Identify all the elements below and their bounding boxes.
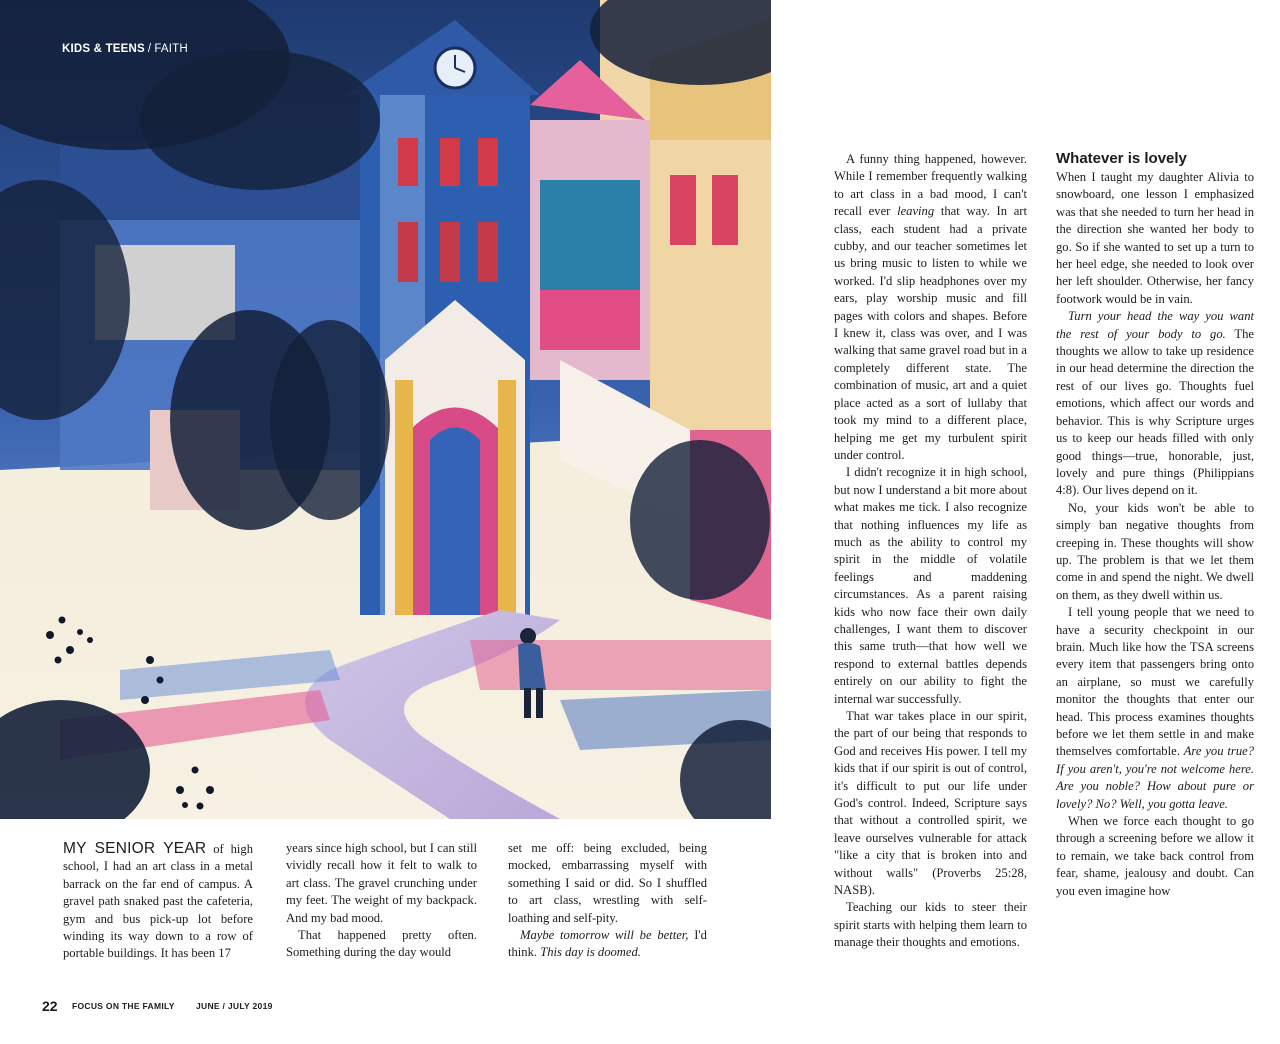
paragraph — [508, 927, 707, 962]
paragraph: set me off: being excluded, being mocked, embarrassing myself with something I said or did. So I shuffled to art class, wrestling with self-loathing and self-pity. — [508, 841, 707, 925]
section-label: KIDS & TEENS — [62, 43, 145, 55]
cover-illustration — [0, 0, 771, 819]
paragraph — [1056, 308, 1254, 499]
italic-quote: Turn your head the way you want the rest of your body to go. — [1056, 309, 1254, 341]
column-4 — [834, 151, 1027, 952]
paragraph-text: I'd think. — [508, 928, 707, 960]
paragraph: I didn't recognize it in high school, but now I understand a bit more about what makes me tick. I also recognize that nothing influences my life as much as the ability to control my spirit in the middle of volatile feelings and maddening circumstances. As a parent raising kids who now face their own daily challenges, I want them to discover this same truth—that how well we respond to external battles depends entirely on our ability to fight the internal war successfully. — [834, 465, 1027, 706]
column-5 — [1056, 151, 1254, 900]
paragraph-text: that way. In art class, each student had a private cubby, and our teacher sometimes let us bring music to listen to while we worked. I'd slip headphones over my ears, play worship music and fill pages with colors and shapes. Before I knew it, class was over, and I was walking that same gravel road but in a completely different state. The combination of music, art and a quiet place acted as a sort of lullaby that took my mind to a different place, helping me get my turbulent spirit under control. — [834, 204, 1027, 462]
paragraph: years since high school, but I can still vividly recall how it felt to walk to art class. The gravel crunching under my feet. The weight of my backpack. And my bad mood. — [286, 841, 477, 925]
italic-thought: This day is doomed. — [540, 945, 641, 960]
lead-in: MY SENIOR YEAR — [63, 840, 207, 857]
opening-text: of high school, I had an art class in a metal barrack on the far end of campus. A gravel path snaked past the cafeteria, gym and bus pick-up lot before winding its way down to a row of portable buildings. It has been 17 — [63, 842, 253, 961]
paragraph: Teaching our kids to steer their spirit starts with helping them learn to manage their thoughts and emotions. — [834, 900, 1027, 950]
subsection-label: FAITH — [154, 43, 188, 55]
paragraph: When we force each thought to go through a screening before we allow it to remain, we take back control from fear, shame, jealousy and doubt. Can you even imagine how — [1056, 814, 1254, 898]
column-2 — [286, 840, 477, 962]
paragraph-text: I tell young people that we need to have a security checkpoint in our brain. Much like how the TSA screens every item that passengers bring onto an airplane, so must we carefully monitor the thoughts that enter our head. This process examines thoughts before we let them settle in and make themselves comfortable. — [1056, 605, 1254, 759]
column-1 — [63, 840, 253, 963]
paragraph: When I taught my daughter Alivia to snowboard, one lesson I emphasized was that she needed to turn her head in the direction she wanted her body to go. So if she wanted to set up a turn to her heel edge, she needed to look over her left shoulder. Otherwise, her fancy footwork would be in vain. — [1056, 170, 1254, 306]
opening-paragraph — [63, 840, 253, 963]
italic-dialogue: Are you true? If you aren't, you're not welcome here. Are you noble? How about pure or lovely? No? Well, you gotta leave. — [1056, 744, 1254, 811]
illustration-svg — [0, 0, 771, 819]
italic-thought: Maybe tomorrow will be better, — [520, 928, 689, 943]
column-3 — [508, 840, 707, 962]
publication-name: FOCUS ON THE FAMILY — [72, 1001, 175, 1011]
subheading: Whatever is lovely — [1056, 150, 1187, 167]
paragraph-text: A funny thing happened, however. While I remember frequently walking to art class in a bad mood, I can't recall ever — [834, 152, 1027, 219]
paragraph — [1056, 604, 1254, 813]
page-number: 22 — [42, 998, 58, 1014]
issue-date: JUNE / JULY 2019 — [196, 1001, 273, 1011]
shadow-pink-2 — [470, 640, 771, 690]
section-tag — [62, 43, 188, 55]
paragraph: That war takes place in our spirit, the part of our being that responds to God and receives His power. I tell my kids that if our spirit is out of control, it's difficult to put our life under God's control. Indeed, Scripture says that without a controlled spirit, we leave ourselves vulnerable for attack "like a city that is broken into and without walls" (Proverbs 25:28, NASB). — [834, 709, 1027, 898]
paragraph: No, your kids won't be able to simply ban negative thoughts from creeping in. These thoughts will show up. The problem is that we let them come in and spend the night. We dwell on them, as they dwell within us. — [1056, 500, 1254, 602]
section-separator: / — [147, 43, 152, 55]
paragraph: That happened pretty often. Something during the day would — [286, 928, 477, 960]
italic-word: leaving — [897, 204, 935, 219]
paragraph-text: The thoughts we allow to take up residence in our head determine the direction the rest of our lives go. Thoughts fuel emotions, which affect our words and behavior. This is why Scripture urges us to keep our heads filled with only good things—true, honorable, just, lovely and pure things (Philippians 4:8). Our lives depend on it. — [1056, 326, 1254, 498]
paragraph — [834, 151, 1027, 464]
